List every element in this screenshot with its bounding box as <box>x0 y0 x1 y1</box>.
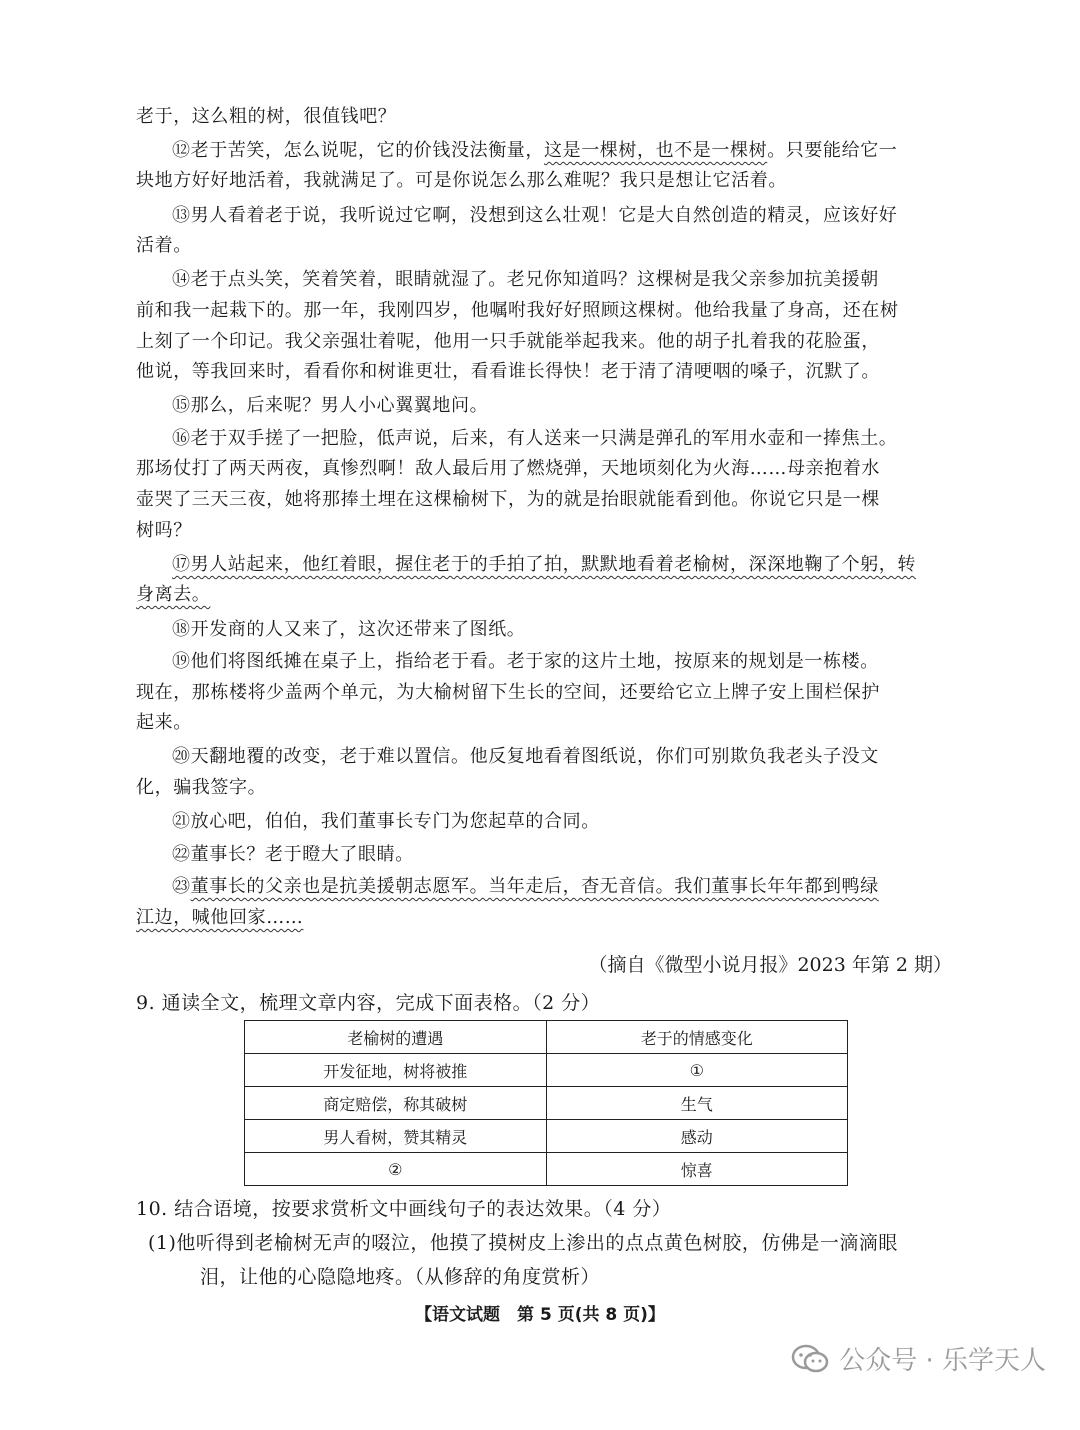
table-cell: 开发征地，树将被推 <box>245 1054 547 1087</box>
table-cell: 惊喜 <box>546 1153 848 1186</box>
table-row <box>245 1153 848 1186</box>
wechat-icon <box>791 1344 829 1374</box>
paragraph-16-line-1: ⑯老于双手搓了一把脸，低声说，后来，有人送来一只满是弹孔的军用水壶和一捧焦土。 <box>172 428 898 449</box>
text-line: 树吗？ <box>136 520 192 541</box>
table-header-row <box>245 1021 848 1054</box>
underlined-sentence: ⑰男人站起来，他红着眼，握住老于的手拍了拍，默默地看着老榆树，深深地鞠了个躬，转 <box>172 554 916 575</box>
question-9: 9. 通读全文，梳理文章内容，完成下面表格。（2 分） <box>136 992 601 1014</box>
underlined-sentence: 这是一棵树，也不是一棵树 <box>544 140 768 161</box>
paragraph-17-line-2 <box>136 582 956 608</box>
paragraph-14-line-1: ⑭老于点头笑，笑着笑着，眼睛就湿了。老兄你知道吗？这棵树是我父亲参加抗美援朝 <box>172 269 879 290</box>
watermark-text: 公众号 · 乐学天人 <box>839 1346 1046 1376</box>
paragraph-12-line-1 <box>172 138 956 164</box>
question-10-part-1-line-2: 泪，让他的心隐隐地疼。（从修辞的角度赏析） <box>200 1266 601 1288</box>
table-cell: ① <box>546 1054 848 1087</box>
table-header: 老于的情感变化 <box>546 1021 848 1054</box>
text-line: 老于，这么粗的树，很值钱吧？ <box>136 106 397 127</box>
question-10-part-1-line-1: (1)他听得到老榆树无声的啜泣，他摸了摸树皮上渗出的点点黄色树胶，仿佛是一滴滴眼 <box>148 1232 898 1254</box>
text-run: ⑫老于苦笑，怎么说呢，它的价钱没法衡量， <box>172 140 544 161</box>
question-10: 10. 结合语境，按要求赏析文中画线句子的表达效果。（4 分） <box>136 1198 672 1220</box>
text-run: 。只要能给它一 <box>767 140 898 161</box>
text-line: 块地方好好地活着，我就满足了。可是你说怎么那么难呢？我只是想让它活着。 <box>136 170 787 191</box>
content-table <box>244 1020 848 1186</box>
table-cell: 商定赔偿，称其破树 <box>245 1087 547 1120</box>
table-cell: 感动 <box>546 1120 848 1153</box>
table-row <box>245 1087 848 1120</box>
table-row <box>245 1120 848 1153</box>
paragraph-23-line-1 <box>172 874 956 900</box>
table-header: 老榆树的遭遇 <box>245 1021 547 1054</box>
text-line: 化，骗我签字。 <box>136 777 267 798</box>
underlined-sentence: 身离去。 <box>136 584 211 605</box>
text-line: 壶哭了三天三夜，她将那捧土埋在这棵榆树下，为的就是抬眼就能看到他。你说它只是一棵 <box>136 489 880 510</box>
paragraph-15: ⑮那么，后来呢？男人小心翼翼地问。 <box>172 395 489 416</box>
source-citation: （摘自《微型小说月报》2023 年第 2 期） <box>588 954 952 976</box>
paragraph-22: ㉒董事长？老于瞪大了眼睛。 <box>172 844 414 865</box>
text-line: 前和我一起栽下的。那一年，我刚四岁，他嘱咐我好好照顾这棵树。他给我量了身高，还在树 <box>136 300 899 321</box>
paragraph-23-line-2 <box>136 905 956 931</box>
paragraph-19-line-1: ⑲他们将图纸摊在桌子上，指给老于看。老于家的这片土地，按原来的规划是一栋楼。 <box>172 651 879 672</box>
table-cell: 男人看树，赞其精灵 <box>245 1120 547 1153</box>
paragraph-number: ㉓ <box>172 876 191 897</box>
underlined-sentence: 董事长的父亲也是抗美援朝志愿军。当年走后，杳无音信。我们董事长年年都到鸭绿 <box>190 876 879 897</box>
text-line: 现在，那栋楼将少盖两个单元，为大榆树留下生长的空间，还要给它立上牌子安上围栏保护 <box>136 682 880 703</box>
paragraph-20-line-1: ⑳天翻地覆的改变，老于难以置信。他反复地看着图纸说，你们可别欺负我老头子没文 <box>172 746 879 767</box>
text-line: 他说，等我回来时，看看你和树谁更壮，看看谁长得快！老于清了清哽咽的嗓子，沉默了。 <box>136 361 880 382</box>
watermark <box>791 1340 1046 1377</box>
page-footer: 【语文试题 第 5 页(共 8 页)】 <box>415 1305 665 1325</box>
text-line: 上刻了一个印记。我父亲强壮着呢，他用一只手就能举起我来。他的胡子扎着我的花脸蛋， <box>136 331 880 352</box>
paragraph-17-line-1 <box>172 552 956 578</box>
text-line: 那场仗打了两天两夜，真惨烈啊！敌人最后用了燃烧弹，天地顷刻化为火海……母亲抱着水 <box>136 458 880 479</box>
text-line: 起来。 <box>136 712 192 733</box>
table-cell: 生气 <box>546 1087 848 1120</box>
underlined-sentence: 江边，喊他回家…… <box>136 907 304 928</box>
paragraph-18: ⑱开发商的人又来了，这次还带来了图纸。 <box>172 619 526 640</box>
text-line: 活着。 <box>136 235 192 256</box>
paragraph-21: ㉑放心吧，伯伯，我们董事长专门为您起草的合同。 <box>172 811 600 832</box>
table-cell: ② <box>245 1153 547 1186</box>
table-row <box>245 1054 848 1087</box>
paragraph-13-line-1: ⑬男人看着老于说，我听说过它啊，没想到这么壮观！它是大自然创造的精灵，应该好好 <box>172 205 898 226</box>
